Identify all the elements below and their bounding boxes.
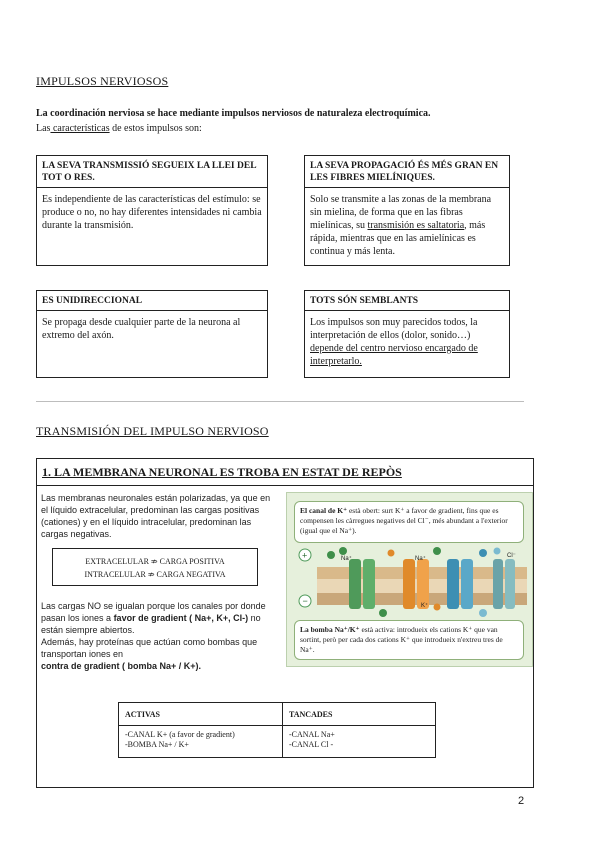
card-body-underlined: depende del centro nervioso encargado de interpretarlo.	[310, 343, 478, 367]
channels-table	[118, 702, 436, 758]
label-k: K⁺	[421, 603, 429, 609]
channel-green	[349, 559, 361, 609]
gradient-text: Las cargas NO se igualan porque los canales por donde pasan los iones a	[41, 601, 266, 623]
gradient-bold: favor de gradient ( Na+, K+, Cl-)	[113, 613, 249, 623]
ion-cl	[479, 609, 487, 617]
plus-label: +	[302, 550, 308, 561]
pump-text: Además, hay proteínas que actúan como bombas que transportan iones en	[41, 637, 258, 659]
table-item: -BOMBA Na+ / K+	[125, 740, 189, 749]
label-na: Na⁺	[341, 556, 352, 562]
channel-blue-2	[461, 559, 473, 609]
card-tot-o-res	[36, 155, 268, 266]
intro-statement: La coordinación nerviosa se hace mediante impulsos nerviosos de naturaleza electroquímica.	[36, 108, 431, 119]
intro-suffix: de estos impulsos son:	[109, 123, 202, 134]
card-body: Se propaga desde cualquier parte de la neurona al extremo del axón.	[42, 317, 241, 341]
channel-teal	[493, 559, 503, 609]
table-item: -CANAL Cl -	[289, 740, 334, 749]
intro-line	[36, 123, 536, 134]
card-body-text: , más rápida, mientras que en las amielínicas es continua y más lenta.	[310, 220, 486, 257]
label-na-2: Na⁺	[415, 556, 426, 562]
card-heading: ES UNIDIRECCIONAL	[37, 291, 267, 311]
ion-na	[327, 551, 335, 559]
label-cl: Cl⁻	[507, 553, 516, 559]
page-number: 2	[518, 795, 525, 807]
figure-caption-top-text: està obert: surt K⁺ a favor de gradient, fins que es compensen les càrregues negatives del Cl⁻, més abundant a l'exterior (igual que el Na⁺).	[300, 506, 508, 535]
card-body-text: Solo se transmite a las zonas de la membrana sin mielina, de forma que en las fibras mielínicas, su	[310, 194, 492, 231]
channel-green-2	[363, 559, 375, 609]
charge-box	[52, 548, 258, 586]
table-col-activas	[119, 703, 283, 757]
card-body-text: Los impulsos son muy parecidos todos, la interpretación de ellos (dolor, sonido…)	[310, 317, 478, 341]
section-divider	[36, 401, 524, 402]
ion-k	[388, 550, 395, 557]
card-semblants	[304, 290, 510, 378]
intro-prefix: Las	[36, 123, 51, 134]
card-body	[305, 188, 509, 263]
figure-caption-bottom	[294, 620, 524, 660]
card-body	[305, 311, 509, 373]
channel-blue	[447, 559, 459, 609]
channel-teal-2	[505, 559, 515, 609]
card-unidireccional	[36, 290, 268, 378]
gradient-text-end: no están siempre abiertos.	[41, 613, 261, 635]
section-title-impulsos: IMPULSOS NERVIOSOS	[36, 74, 169, 88]
card-body: Es independiente de las características del estímulo: se produce o no, no hay diferentes intensidades ni cambia durante la transmisión.	[42, 194, 262, 231]
card-heading: TOTS SÓN SEMBLANTS	[305, 291, 509, 311]
ion-na	[379, 609, 387, 617]
figure-caption-top-bold: El canal de K⁺	[300, 506, 348, 515]
minus-label: −	[302, 596, 308, 606]
card-heading: LA SEVA TRANSMISSIÓ SEGUEIX LA LLEI DEL TOT O RES.	[37, 156, 267, 188]
membrane-figure	[286, 492, 533, 667]
intro-link-caracteristicas: características	[50, 123, 110, 134]
ion-na	[433, 547, 441, 555]
ion-cl	[479, 549, 487, 557]
gradient-paragraph	[41, 600, 277, 672]
ion-cl	[494, 548, 501, 555]
pump-bold: contra de gradient ( bomba Na+ / K+).	[41, 661, 202, 671]
card-fibres-mieliniques	[304, 155, 510, 266]
channel-orange-2	[417, 559, 429, 609]
table-item: -CANAL K+ (a favor de gradient)	[125, 730, 235, 739]
card-heading: LA SEVA PROPAGACIÓ ÉS MÉS GRAN EN LES FIBRES MIELÍNIQUES.	[305, 156, 509, 188]
section-title-transmision: TRANSMISIÓN DEL IMPULSO NERVIOSO	[36, 424, 269, 438]
table-item: -CANAL Na+	[289, 730, 335, 739]
membrane-box-title: 1. LA MEMBRANA NEURONAL ES TROBA EN ESTAT DE REPÒS	[37, 459, 533, 486]
charge-intracellular: INTRACELULAR ⇏ CARGA NEGATIVA	[84, 570, 226, 579]
table-col-tancades	[283, 703, 435, 757]
polarization-paragraph: Las membranas neuronales están polarizadas, ya que en el líquido extracelular, predominan las cargas positivas (cationes) y en el líquido intracelular, predominan las cargas negativas.	[41, 493, 271, 539]
table-header-tancades: TANCADES	[283, 703, 435, 726]
channel-orange	[403, 559, 415, 609]
figure-caption-bottom-bold: La bomba Na⁺/K⁺	[300, 625, 360, 634]
table-cell-tancades	[283, 726, 435, 754]
charge-extracellular: EXTRACELULAR ⇏ CARGA POSITIVA	[85, 557, 225, 566]
ion-k	[434, 604, 441, 611]
table-cell-activas	[119, 726, 282, 754]
table-header-activas: ACTIVAS	[119, 703, 282, 726]
ion-na	[339, 547, 347, 555]
figure-caption-bottom-text: està activa: introdueix els cations K⁺ que van sortint, però per cada dos cations K⁺ que introdueix n'extreu tres de Na⁺.	[300, 625, 503, 654]
card-body-underlined: transmisión es saltatoria	[367, 220, 465, 231]
